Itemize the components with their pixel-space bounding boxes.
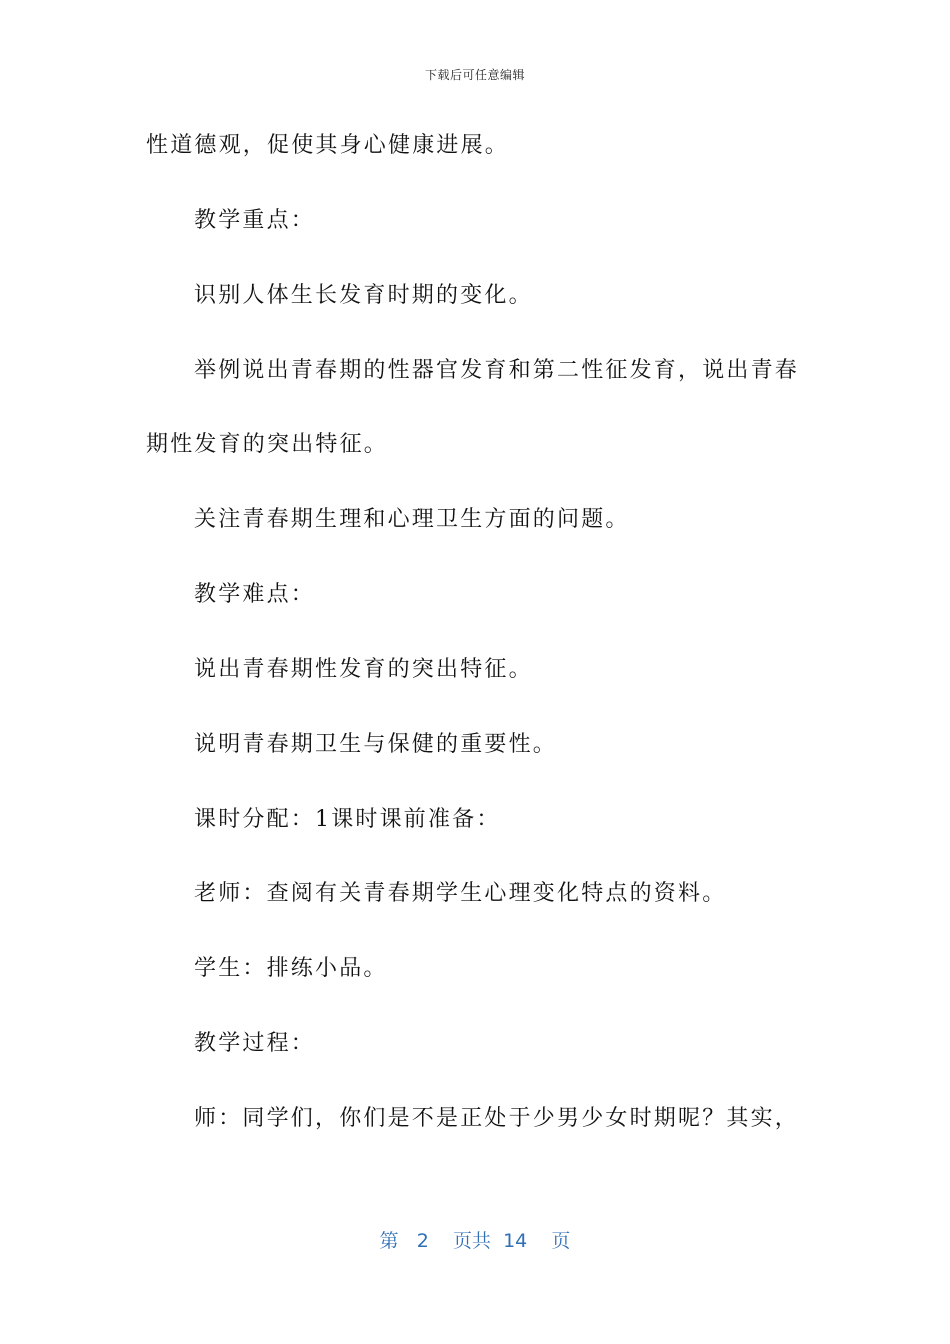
page-footer: [0, 1226, 950, 1253]
footer-prefix: 第: [379, 1230, 399, 1252]
paragraph-line: 课时分配：1课时课前准备：: [194, 807, 501, 832]
footer-page-number: 2: [416, 1230, 429, 1252]
paragraph-line: 说明青春期卫生与保健的重要性。: [194, 732, 558, 757]
paragraph-line: 期性发育的突出特征。: [146, 432, 389, 457]
section-heading-process: 教学过程：: [194, 1031, 316, 1056]
paragraph-line: 说出青春期性发育的突出特征。: [194, 657, 533, 682]
section-heading-difficulties: 教学难点：: [194, 582, 316, 607]
footer-middle: 页共: [452, 1230, 491, 1252]
footer-suffix: 页: [551, 1230, 571, 1252]
paragraph-line: 关注青春期生理和心理卫生方面的问题。: [194, 507, 630, 532]
section-heading-key-points: 教学重点：: [194, 208, 316, 233]
page-header-note: 下载后可任意编辑: [424, 68, 525, 82]
footer-total-pages: 14: [503, 1230, 528, 1252]
paragraph-line: 识别人体生长发育时期的变化。: [194, 283, 533, 308]
paragraph-line: 学生：排练小品。: [194, 956, 388, 981]
paragraph-line: 老师：查阅有关青春期学生心理变化特点的资料。: [194, 881, 727, 906]
paragraph-line: 举例说出青春期的性器官发育和第二性征发育，说出青春: [194, 358, 800, 383]
paragraph-line: 性道德观，促使其身心健康进展。: [146, 133, 510, 158]
paragraph-line: 师：同学们，你们是不是正处于少男少女时期呢？其实，: [194, 1106, 800, 1131]
